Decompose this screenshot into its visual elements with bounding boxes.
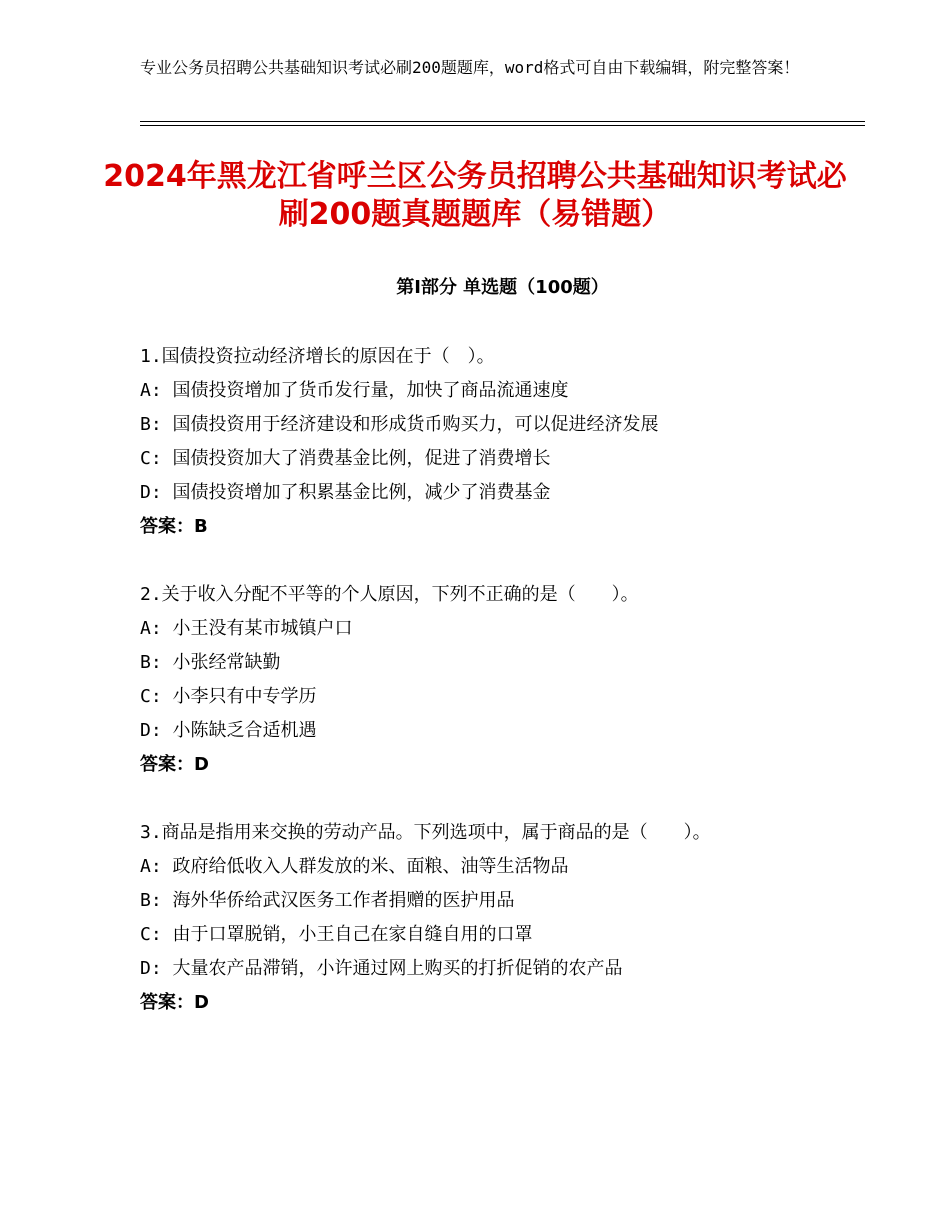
option-a: A: 小王没有某市城镇户口: [140, 618, 353, 639]
header-divider-bottom: [140, 125, 865, 126]
option-a: A: 国债投资增加了货币发行量，加快了商品流通速度: [140, 380, 569, 401]
question-1: [140, 340, 865, 544]
option-c: C: 小李只有中专学历: [140, 686, 317, 707]
option-d: D: 大量农产品滞销，小许通过网上购买的打折促销的农产品: [140, 958, 623, 979]
answer-label: 答案：B: [140, 516, 208, 537]
question-stem: 2.关于收入分配不平等的个人原因，下列不正确的是（ ）。: [140, 584, 639, 605]
option-c: C: 由于口罩脱销，小王自己在家自缝自用的口罩: [140, 924, 533, 945]
question-2: [140, 578, 865, 782]
document-title: 2024年黑龙江省呼兰区公务员招聘公共基础知识考试必刷200题真题题库（易错题）: [103, 159, 847, 232]
option-d: D: 小陈缺乏合适机遇: [140, 720, 317, 741]
option-b: B: 国债投资用于经济建设和形成货币购买力，可以促进经济发展: [140, 414, 659, 435]
question-stem: 3.商品是指用来交换的劳动产品。下列选项中，属于商品的是（ ）。: [140, 822, 711, 843]
header-divider-top: [140, 121, 865, 122]
option-c: C: 国债投资加大了消费基金比例，促进了消费增长: [140, 448, 551, 469]
option-b: B: 小张经常缺勤: [140, 652, 281, 673]
option-b: B: 海外华侨给武汉医务工作者捐赠的医护用品: [140, 890, 515, 911]
option-a: A: 政府给低收入人群发放的米、面粮、油等生活物品: [140, 856, 569, 877]
section-title: 第Ⅰ部分 单选题（100题）: [396, 277, 609, 298]
option-d: D: 国债投资增加了积累基金比例，减少了消费基金: [140, 482, 551, 503]
answer-label: 答案：D: [140, 754, 209, 775]
answer-label: 答案：D: [140, 992, 209, 1013]
question-list: [140, 340, 865, 1054]
header-note: 专业公务员招聘公共基础知识考试必刷200题题库，word格式可自由下载编辑，附完整答案！: [140, 58, 800, 77]
question-stem: 1.国债投资拉动经济增长的原因在于（ ）。: [140, 346, 495, 367]
question-3: [140, 816, 865, 1020]
